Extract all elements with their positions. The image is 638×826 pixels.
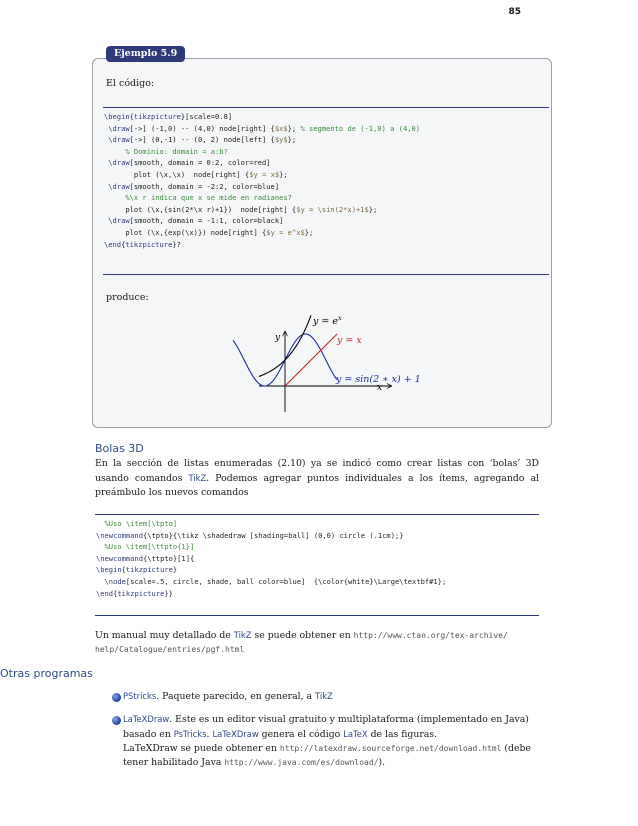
code-line: % Dominio: domain = a:b? — [104, 146, 228, 156]
code-line: \draw[smooth, domain = -2:2, color=blue] — [104, 181, 280, 191]
latexdraw-url[interactable]: http://latexdraw.sourceforge.net/download.html — [279, 744, 502, 753]
bolas-paragraph: En la sección de listas enumeradas (2.10) ya se indicó como crear listas con ‘bolas’ 3D usando comandos TikZ. Podemos agregar puntos individuales a los ítems, agregando al preámbulo los nuevos comandos — [95, 458, 539, 498]
code-line: plot (\x,{exp(\x)}) node[right] {$y = e^x$}; — [104, 227, 314, 237]
code-line: \node[scale=.5, circle, shade, ball color=blue] {\color{white}\Large\textbf#1}; — [96, 576, 447, 586]
sine-label: y = sin(2 ∗ x) + 1 — [336, 374, 421, 385]
code-rule-top — [103, 107, 549, 108]
linear-curve — [285, 334, 337, 386]
code-line: %Uso \item[\ttpto{1}] — [96, 542, 195, 552]
y-axis-label: y — [275, 333, 281, 343]
list-item-pstricks: PStricks. Paquete parecido, en general, a TikZ — [123, 691, 333, 702]
example-intro: El código: — [106, 78, 155, 89]
tikz-name: TikZ — [188, 473, 207, 483]
code-line: %Uso \item[\tpto] — [96, 519, 178, 528]
ball-bullet-icon — [112, 716, 121, 725]
exp-label: $y = e^x$ — [313, 314, 342, 327]
java-url[interactable]: http://www.java.com/es/download/ — [224, 758, 379, 767]
code-line: \begin{tikzpicture}[scale=0.8] — [104, 112, 233, 121]
produce-label: produce: — [106, 292, 149, 303]
newcommand-code-block — [96, 518, 446, 599]
example-label: Ejemplo 5.9 — [106, 46, 185, 62]
code-line: \draw[smooth, domain = -1:1, color=black] — [104, 216, 284, 226]
x-axis-label: x — [377, 383, 383, 393]
code-rule-bottom — [103, 274, 549, 275]
manual-paragraph: Un manual muy detallado de TikZ se puede obtener en http://www.ctan.org/tex-archive/ help/Catalogue/entries/pgf.html — [95, 630, 508, 654]
section-heading-otras: Otras programas — [0, 667, 93, 680]
code-line: \end{tikzpicture}? — [104, 239, 181, 249]
list-item-latexdraw: LaTeXDraw. Este es un editor visual gratuito y multiplataforma (implementado en Java) basado en PsTricks. LaTeXDraw genera el código LaTeX de las figuras. LaTeXDraw se puede obtener en http://latexdraw.sourceforge.net/download.html (debe tener habilitado Java http://www.java.com/es/download/). — [123, 714, 531, 768]
ball-bullet-icon — [112, 693, 121, 702]
code-line: \newcommand{\tpto}{\tikz \shadedraw [shading=ball] (0,0) circle (.1cm);} — [96, 530, 404, 540]
code-line: \draw[smooth, domain = 0:2, color=red] — [104, 158, 271, 168]
tikz-plot — [225, 310, 440, 415]
linear-label: y = x — [337, 335, 362, 346]
code-line: \end{tikzpicture}} — [96, 588, 173, 598]
section-heading-bolas: Bolas 3D — [95, 442, 144, 455]
code-line: \draw[->] (0,-1) -- (0, 2) node[left] {$y$}; — [104, 135, 297, 145]
code-line: plot (\x,{sin(2*\x r)+1}) node[right] {$y = \sin(2*x)+1$}; — [104, 204, 378, 214]
code-line: \newcommand{\ttpto}[1]{ — [96, 553, 195, 563]
manual-url[interactable]: http://www.ctan.org/tex-archive/ — [353, 631, 508, 640]
tikz-code-block — [104, 111, 420, 250]
code-line: plot (\x,\x) node[right] {$y = x$}; — [104, 169, 288, 179]
page-number: 85 — [508, 7, 521, 17]
code-line: \begin{tikzpicture} — [96, 565, 178, 575]
code-line: \draw[->] (-1,0) -- (4,0) node[right] {$x$}; % segmento de (-1,0) a (4,0) — [104, 123, 421, 133]
manual-url-cont[interactable]: help/Catalogue/entries/pgf.html — [95, 645, 245, 654]
code2-rule-bottom — [95, 615, 539, 616]
code-line: %\x r indica que x se mide en radianes? — [104, 193, 292, 203]
code2-rule-top — [95, 514, 539, 515]
